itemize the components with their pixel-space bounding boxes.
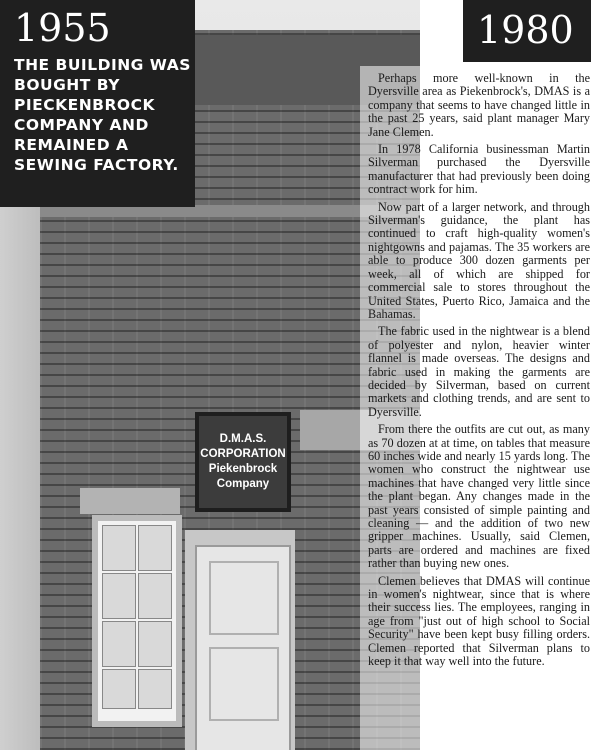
- sign-line-1: D.M.A.S.: [219, 433, 267, 445]
- year-heading: 1980: [477, 8, 574, 52]
- article-paragraph: Now part of a larger network, and through Silverman's guidance, the plant has continued to craft high-quality women's nightgowns and pajamas. The 35 workers are able to produce 300 dozen garments per week, all of which are shipped for commercial sale to stores throughout the United States, Puerto Rico, Jamaica and the Bahamas.: [368, 199, 590, 321]
- article-paragraph: From there the outfits are cut out, as many as 70 dozen at at time, on tables that measure 60 inches wide and nearly 15 yards long. The women who construct the nightwear use machines that have changed very little since the plant began. Any changes made in the past years consisted of simple painting and cleaning — and the addition of two new gripper machines. Usually, said Clemen, parts are ordered and machines are fixed rather than buying new ones.: [368, 422, 590, 571]
- company-sign: [195, 412, 291, 512]
- factory-window: [92, 515, 182, 727]
- sign-line-4: Company: [216, 478, 270, 490]
- year-heading: 1955: [14, 6, 111, 50]
- year-label-1980: [463, 0, 591, 62]
- article-paragraph: The fabric used in the nightwear is a blend of polyester and nylon, heavier winter flannel is made overseas. The designs and fabric used in making the garments are decided by Silverman, based on current markets and clothing trends, and are sent to Dyersville.: [368, 324, 590, 419]
- year-label-1955: [0, 0, 195, 207]
- window-lintel: [80, 488, 180, 514]
- article-paragraph: Clemen believes that DMAS will continue in women's nightwear, since that is where their success lies. The employees, ranging in age from "just out of high school to Social Security" have been kept busy filling orders. Clemen reported that Silverman plans to keep it that way well into the future.: [368, 573, 590, 669]
- sign-line-2: CORPORATION: [200, 448, 286, 460]
- article-text: [368, 72, 590, 672]
- sign-line-3: Piekenbrock: [208, 463, 278, 475]
- year-caption: THE BUILDING WAS BOUGHT BY PIECKENBROCK COMPANY AND REMAINED A SEWING FACTORY.: [14, 56, 191, 174]
- factory-door: [195, 545, 291, 750]
- article-paragraph: In 1978 California businessman Martin Silverman purchased the Dyersville manufacturer that had previously been doing contract work for him.: [368, 142, 590, 197]
- article-paragraph: Perhaps more well-known in the Dyersville area as Piekenbrock's, DMAS is a company that seems to have changed little in the past 25 years, said plant manager Mary Jane Clemen.: [368, 71, 590, 139]
